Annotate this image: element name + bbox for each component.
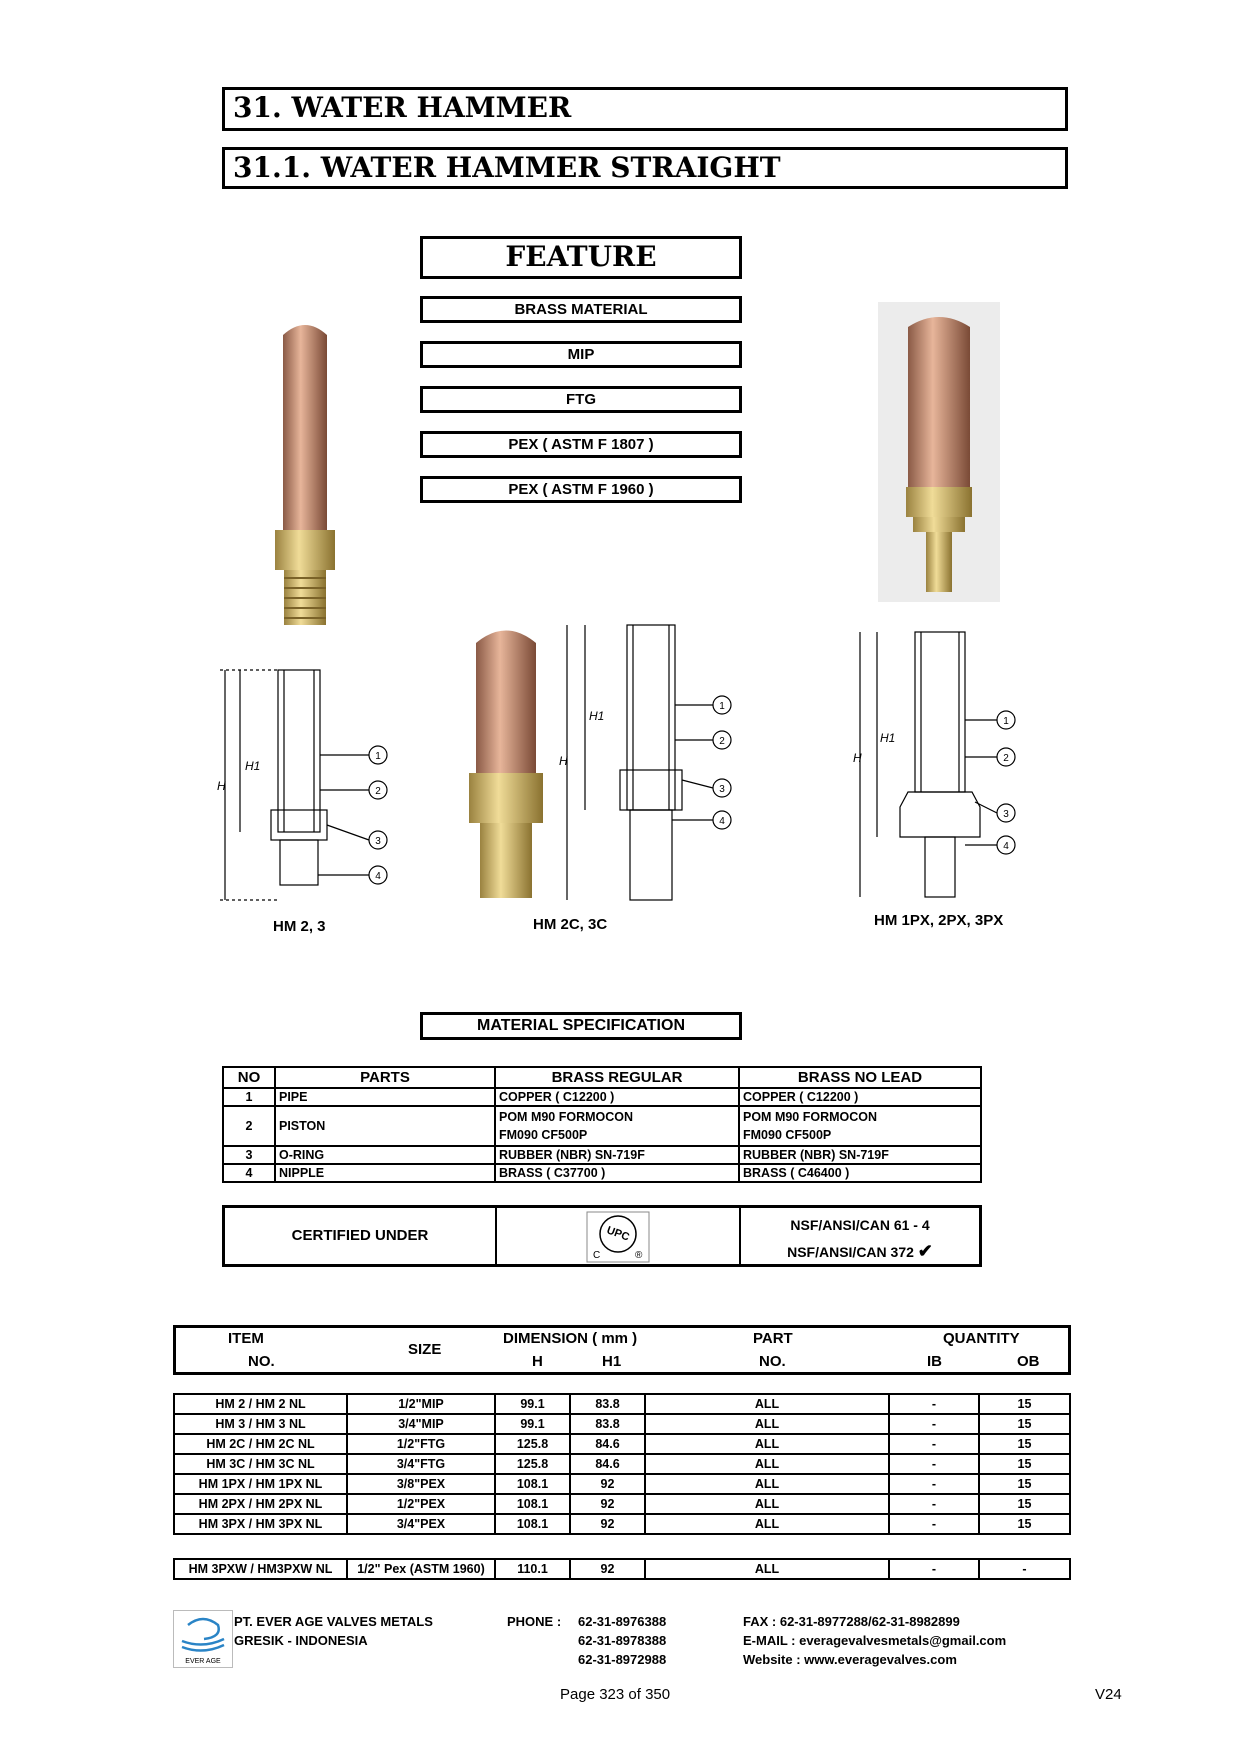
drawing-hm-px xyxy=(850,627,1030,902)
table-cell: - xyxy=(889,1414,979,1434)
table-cell: - xyxy=(889,1514,979,1534)
phone-number: 62-31-8972988 xyxy=(578,1652,667,1667)
table-cell: HM 2PX / HM 2PX NL xyxy=(174,1494,347,1514)
phone-label: PHONE : xyxy=(507,1614,562,1629)
table-cell: 1/2"MIP xyxy=(347,1394,495,1414)
product-photo-mip xyxy=(270,315,340,630)
table-cell: - xyxy=(889,1394,979,1414)
feature-title: FEATURE xyxy=(420,236,742,279)
caption-hm-2c-3c: HM 2C, 3C xyxy=(533,916,608,933)
table-cell: 108.1 xyxy=(495,1494,570,1514)
table-row xyxy=(174,1454,1070,1474)
table-cell: 3/4"FTG xyxy=(347,1454,495,1474)
drawing-hm-2c-3c xyxy=(555,620,740,905)
material-spec-table: NO PARTS BRASS REGULAR BRASS NO LEAD 1 PIPE COPPER ( C12200 ) COPPER ( C12200 ) 2 PISTON POM M90 FORMOCON FM090 CF500P POM M90 FORMOCON FM090 CF500P 3 O-RING RUBBER (NBR) SN-719F RUBBER (NBR) SN-719F 4 NIPPLE BRASS ( C37700 ) BRASS ( C46400 ) xyxy=(222,1066,982,1183)
svg-text:1: 1 xyxy=(719,701,725,712)
table-row xyxy=(174,1394,1070,1414)
table-cell: 3/8"PEX xyxy=(347,1474,495,1494)
table-cell: 15 xyxy=(979,1394,1070,1414)
svg-text:2: 2 xyxy=(1003,753,1009,764)
cert-standard: NSF/ANSI/CAN 61 - 4 xyxy=(790,1217,930,1233)
table-cell: 15 xyxy=(979,1454,1070,1474)
svg-text:4: 4 xyxy=(375,871,381,882)
dimension-extra-table xyxy=(173,1558,1071,1580)
svg-text:3: 3 xyxy=(1003,809,1009,820)
feature-item: PEX ( ASTM F 1960 ) xyxy=(420,476,742,503)
table-row: 3 O-RING RUBBER (NBR) SN-719F RUBBER (NBR) SN-719F xyxy=(223,1146,981,1164)
dim-label-h1: H1 xyxy=(245,759,261,773)
svg-text:2: 2 xyxy=(719,736,725,747)
svg-text:2: 2 xyxy=(375,786,381,797)
table-cell: 15 xyxy=(979,1514,1070,1534)
caption-hm-2-3: HM 2, 3 xyxy=(273,918,326,935)
svg-text:4: 4 xyxy=(719,816,725,827)
table-cell: HM 1PX / HM 1PX NL xyxy=(174,1474,347,1494)
table-cell: 83.8 xyxy=(570,1394,645,1414)
dimension-table-header: ITEM NO. SIZE DIMENSION ( mm ) H H1 PART NO. QUANTITY IB OB xyxy=(173,1325,1071,1375)
svg-text:®: ® xyxy=(635,1250,643,1261)
material-spec-title: MATERIAL SPECIFICATION xyxy=(420,1012,742,1040)
table-cell: HM 2 / HM 2 NL xyxy=(174,1394,347,1414)
feature-item: FTG xyxy=(420,386,742,413)
table-row xyxy=(174,1414,1070,1434)
table-cell: - xyxy=(889,1454,979,1474)
page-number: Page 323 of 350 xyxy=(560,1686,671,1703)
table-cell: 125.8 xyxy=(495,1434,570,1454)
table-cell: 15 xyxy=(979,1494,1070,1514)
feature-item: BRASS MATERIAL xyxy=(420,296,742,323)
table-row: 1 PIPE COPPER ( C12200 ) COPPER ( C12200 ) xyxy=(223,1088,981,1106)
table-cell: ALL xyxy=(645,1454,889,1474)
table-cell: HM 3C / HM 3C NL xyxy=(174,1454,347,1474)
table-row xyxy=(174,1474,1070,1494)
svg-text:1: 1 xyxy=(1003,716,1009,727)
svg-text:1: 1 xyxy=(375,751,381,762)
table-cell: ALL xyxy=(645,1394,889,1414)
svg-text:H1: H1 xyxy=(589,709,605,723)
company-logo xyxy=(173,1610,233,1668)
phone-number: 62-31-8978388 xyxy=(578,1633,667,1648)
dim-label-h: H xyxy=(217,779,226,793)
company-location: GRESIK - INDONESIA xyxy=(234,1633,368,1648)
table-row xyxy=(174,1514,1070,1534)
table-cell: ALL xyxy=(645,1494,889,1514)
table-cell: HM 2C / HM 2C NL xyxy=(174,1434,347,1454)
check-icon: ✔ xyxy=(917,1241,933,1261)
table-cell: 125.8 xyxy=(495,1454,570,1474)
svg-text:H1: H1 xyxy=(880,731,896,745)
table-cell: - xyxy=(889,1494,979,1514)
svg-text:3: 3 xyxy=(719,784,725,795)
table-cell: 15 xyxy=(979,1434,1070,1454)
svg-text:EVER AGE: EVER AGE xyxy=(185,1658,221,1665)
table-cell: HM 3PX / HM 3PX NL xyxy=(174,1514,347,1534)
table-row xyxy=(174,1434,1070,1454)
svg-text:C: C xyxy=(593,1250,601,1261)
caption-hm-px: HM 1PX, 2PX, 3PX xyxy=(874,912,1004,929)
svg-text:H: H xyxy=(559,754,568,768)
table-cell: 84.6 xyxy=(570,1454,645,1474)
svg-text:4: 4 xyxy=(1003,841,1009,852)
company-name: PT. EVER AGE VALVES METALS xyxy=(234,1614,433,1629)
email-link[interactable]: E-MAIL : everagevalvesmetals@gmail.com xyxy=(743,1633,1007,1648)
table-cell: 83.8 xyxy=(570,1414,645,1434)
table-cell: ALL xyxy=(645,1434,889,1454)
table-cell: 108.1 xyxy=(495,1474,570,1494)
table-cell: HM 3 / HM 3 NL xyxy=(174,1414,347,1434)
table-cell: 92 xyxy=(570,1474,645,1494)
table-cell: 15 xyxy=(979,1414,1070,1434)
feature-item: PEX ( ASTM F 1807 ) xyxy=(420,431,742,458)
table-cell: 1/2"FTG xyxy=(347,1434,495,1454)
table-row: HM 3PXW / HM3PXW NL 1/2" Pex (ASTM 1960) 110.1 92 ALL - - xyxy=(174,1559,1070,1579)
table-row: 4 NIPPLE BRASS ( C37700 ) BRASS ( C46400 ) xyxy=(223,1164,981,1182)
section-title: 31. WATER HAMMER xyxy=(222,87,1068,131)
phone-number: 62-31-8976388 xyxy=(578,1614,667,1629)
svg-text:H: H xyxy=(853,751,862,765)
version: V24 xyxy=(1095,1686,1122,1703)
table-cell: 3/4"PEX xyxy=(347,1514,495,1534)
certified-under-label: CERTIFIED UNDER xyxy=(225,1208,497,1264)
website-link[interactable]: Website : www.everagevalves.com xyxy=(743,1652,957,1667)
product-photo-pex xyxy=(878,302,1000,602)
cert-standard: NSF/ANSI/CAN 372 xyxy=(787,1244,914,1260)
table-cell: 108.1 xyxy=(495,1514,570,1534)
table-cell: 99.1 xyxy=(495,1394,570,1414)
table-cell: 1/2"PEX xyxy=(347,1494,495,1514)
table-row xyxy=(174,1494,1070,1514)
subsection-title: 31.1. WATER HAMMER STRAIGHT xyxy=(222,147,1068,189)
table-cell: 84.6 xyxy=(570,1434,645,1454)
certification-box xyxy=(222,1205,982,1267)
table-cell: ALL xyxy=(645,1414,889,1434)
table-cell: - xyxy=(889,1434,979,1454)
table-row: 2 PISTON POM M90 FORMOCON FM090 CF500P POM M90 FORMOCON FM090 CF500P xyxy=(223,1106,981,1146)
table-cell: 99.1 xyxy=(495,1414,570,1434)
svg-text:3: 3 xyxy=(375,836,381,847)
table-cell: ALL xyxy=(645,1474,889,1494)
table-cell: ALL xyxy=(645,1514,889,1534)
drawing-hm-2-3 xyxy=(215,660,395,905)
table-cell: 92 xyxy=(570,1494,645,1514)
feature-item: MIP xyxy=(420,341,742,368)
svg-text:UPC: UPC xyxy=(605,1224,631,1244)
table-cell: - xyxy=(889,1474,979,1494)
dimension-table xyxy=(173,1393,1071,1535)
table-cell: 15 xyxy=(979,1474,1070,1494)
fax: FAX : 62-31-8977288/62-31-8982899 xyxy=(743,1614,960,1629)
product-photo-ftg xyxy=(466,618,546,903)
upc-logo xyxy=(497,1208,741,1264)
table-cell: 3/4"MIP xyxy=(347,1414,495,1434)
table-cell: 92 xyxy=(570,1514,645,1534)
